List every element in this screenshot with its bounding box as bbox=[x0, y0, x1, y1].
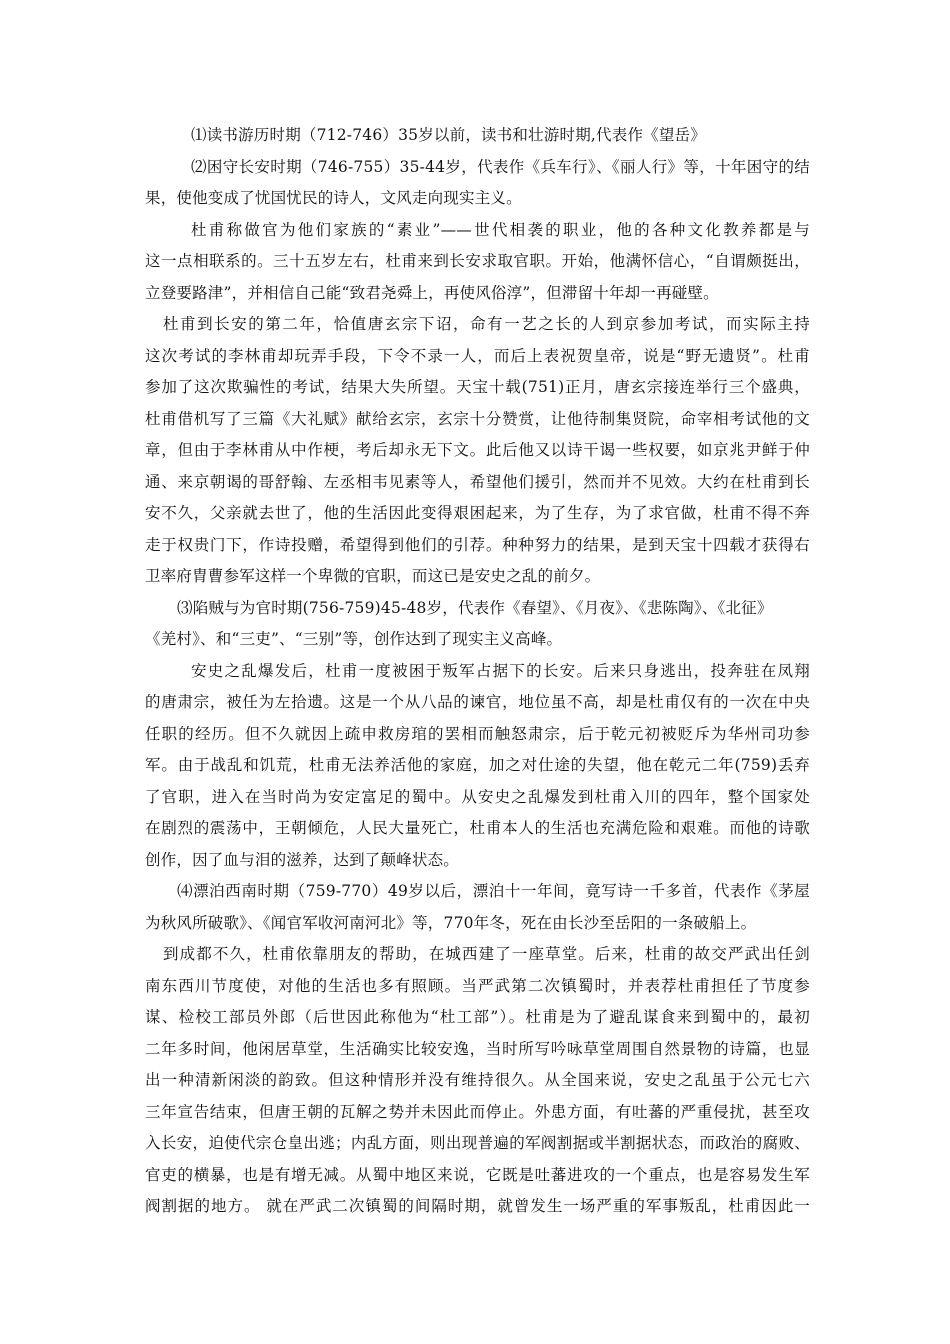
section-3-heading: ⑶陷贼与为官时期(756-759)45-48岁，代表作《春望》、《月夜》、《悲陈陶》、《北征》 bbox=[177, 598, 773, 617]
text-line: 任职的经历。但不久就因上疏申救房琯的罢相而触怒肃宗，后于乾元初被贬斥为华州司功参 bbox=[145, 724, 810, 743]
text-line: 这一点相联系的。三十五岁左右，杜甫来到长安求取官职。开始，他满怀信心，“自谓颇挺出， bbox=[145, 252, 810, 270]
text-line: 参加了这次欺骗性的考试，结果大失所望。天宝十载(751)正月，唐玄宗接连举行三个盛典， bbox=[145, 378, 810, 396]
text-line: 军。由于战乱和饥荒，杜甫无法养活他的家庭，加之对仕途的失望，他在乾元二年(759)丢弃 bbox=[145, 756, 810, 774]
text-line: 通、来京朝谒的哥舒翰、左丞相韦见素等人，希望他们援引，然而并不见效。大约在杜甫到长 bbox=[145, 472, 810, 491]
section-4-heading: ⑷漂泊西南时期（759-770）49岁以后，漂泊十一年间，竟写诗一千多首，代表作《茅屋 bbox=[177, 882, 810, 900]
text-line: 南东西川节度使，对他的生活也多有照顾。当严武第二次镇蜀时，并表荐杜甫担任了节度参 bbox=[145, 976, 810, 995]
text-line: 立登要路津”，并相信自己能“致君尧舜上，再使风俗淳”，但滞留十年却一再碰壁。 bbox=[145, 283, 719, 302]
text-line: 为秋风所破歌》、《闻官军收河南河北》等，770年冬，死在由长沙至岳阳的一条破船上。 bbox=[145, 913, 757, 932]
text-line: 安不久，父亲就去世了，他的生活因此变得艰困起来，为了生存，为了求官做，杜甫不得不奔 bbox=[145, 504, 810, 522]
text-line: 二年多时间，他闲居草堂，生活确实比较安逸，当时所写吟咏草堂周围自然景物的诗篇，也显 bbox=[145, 1039, 810, 1058]
text-line: 果，使他变成了忧国忧民的诗人，文风走向现实主义。 bbox=[145, 189, 522, 207]
text-line: 这次考试的李林甫却玩弄手段，下令不录一人，而后上表祝贺皇帝，说是“野无遗贤”。杜甫 bbox=[145, 346, 810, 365]
text-line: 安史之乱爆发后，杜甫一度被困于叛军占据下的长安。后来只身逃出，投奔驻在凤翔 bbox=[191, 661, 810, 680]
text-line: 出一种清新闲淡的韵致。但这种情形并没有维持很久。从全国来说，安史之乱虽于公元七六 bbox=[145, 1071, 810, 1089]
text-line: 了官职，进入在当时尚为安定富足的蜀中。从安史之乱爆发到杜甫入川的四年，整个国家处 bbox=[145, 787, 810, 806]
text-line: 杜甫借机写了三篇《大礼赋》献给玄宗，玄宗十分赞赏，让他待制集贤院，命宰相考试他的文 bbox=[145, 409, 810, 428]
text-line: 官吏的横暴，也是有增无减。从蜀中地区来说，它既是吐蕃进攻的一个重点，也是容易发生军 bbox=[145, 1165, 810, 1184]
text-line: 创作，因了血与泪的滋养，达到了颠峰状态。 bbox=[145, 850, 460, 869]
text-line: 走于权贵门下，作诗投赠，希望得到他们的引荐。种种努力的结果，是到天宝十四载才获得右 bbox=[145, 535, 810, 554]
text-line: 的唐肃宗，被任为左拾遗。这是一个从八品的谏官，地位虽不高，却是杜甫仅有的一次在中央 bbox=[145, 693, 810, 711]
text-line: 杜甫到长安的第二年，恰值唐玄宗下诏，命有一艺之长的人到京参加考试，而实际主持 bbox=[163, 315, 810, 333]
text-line: 卫率府胄曹参军这样一个卑微的官职，而这已是安史之乱的前夕。 bbox=[145, 567, 601, 585]
section-1-heading: ⑴读书游历时期（712-746）35岁以前，读书和壮游时期,代表作《望岳》 bbox=[191, 126, 706, 144]
text-line: 三年宣告结束，但唐王朝的瓦解之势并未因此而停止。外患方面，有吐蕃的严重侵扰，甚至攻 bbox=[145, 1102, 810, 1121]
text-line: 在剧烈的震荡中，王朝倾危，人民大量死亡，杜甫本人的生活也充满危险和艰难。而他的诗歌 bbox=[145, 819, 810, 837]
section-2-heading: ⑵困守长安时期（746-755）35-44岁，代表作《兵车行》、《丽人行》等，十年困守的结 bbox=[191, 157, 810, 176]
text-line: 到成都不久，杜甫依靠朋友的帮助，在城西建了一座草堂。后来，杜甫的故交严武出任剑 bbox=[163, 945, 810, 963]
text-line: 《羌村》、和“三吏”、“三别”等，创作达到了现实主义高峰。 bbox=[145, 630, 563, 648]
text-line: 阀割据的地方。 就在严武二次镇蜀的间隔时期，就曾发生一场严重的军事叛乱，杜甫因此一 bbox=[145, 1197, 810, 1215]
text-line: 章，但由于李林甫从中作梗，考后却永无下文。此后他又以诗干谒一些权要，如京兆尹鲜于仲 bbox=[145, 441, 810, 459]
text-line: 入长安，迫使代宗仓皇出逃；内乱方面，则出现普遍的军阀割据或半割据状态，而政治的腐败、 bbox=[145, 1134, 810, 1152]
text-line: 杜甫称做官为他们家族的“素业”——世代相袭的职业，他的各种文化教养都是与 bbox=[191, 220, 810, 239]
text-line: 谋、检校工部员外郎（后世因此称他为“杜工部”）。杜甫是为了避乱谋食来到蜀中的，最初 bbox=[145, 1008, 810, 1026]
document-body bbox=[145, 120, 810, 1223]
